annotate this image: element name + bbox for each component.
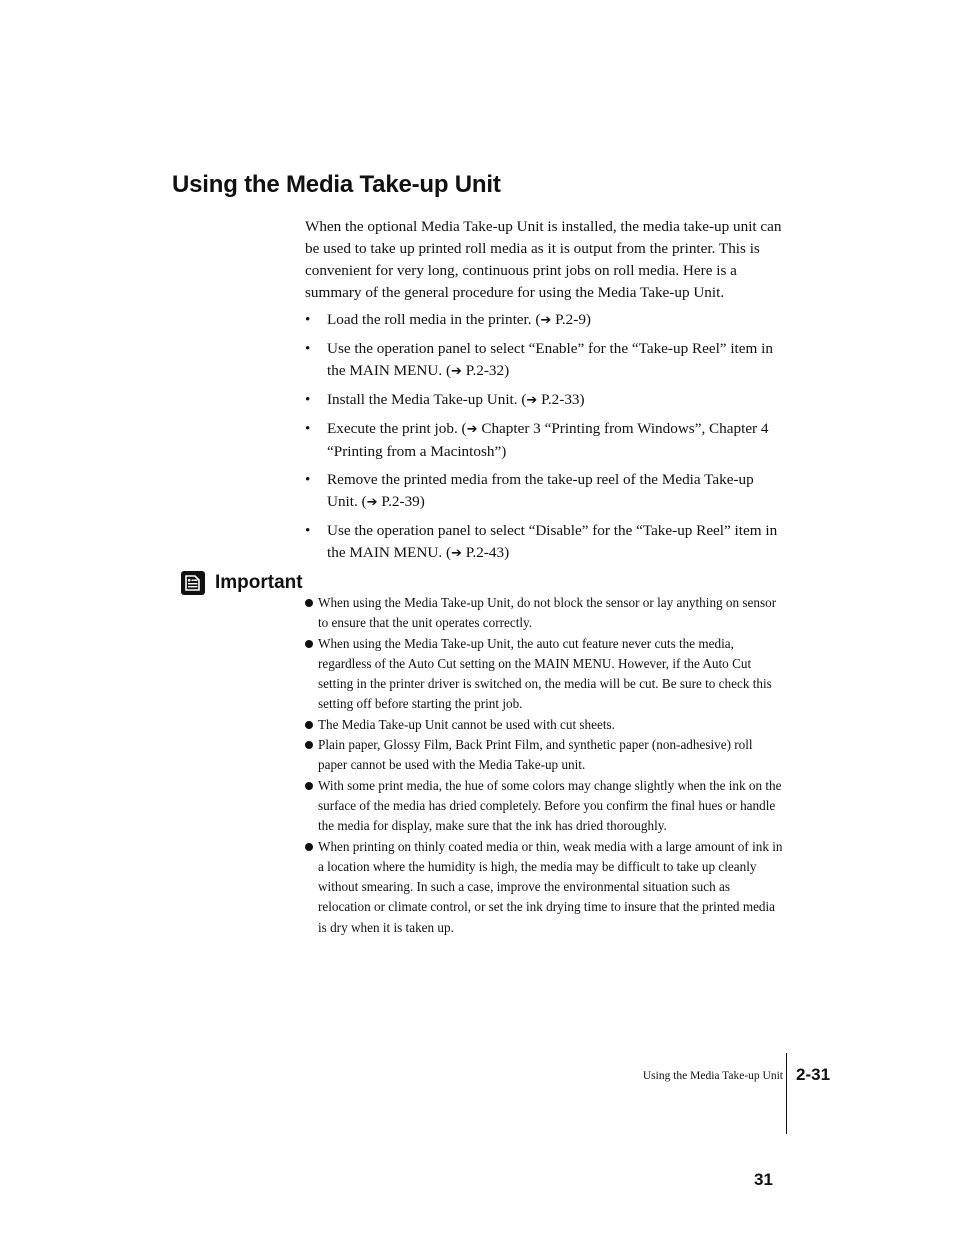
procedure-step: • Use the operation panel to select “Disable” for the “Take-up Reel” item in the MAIN MENU. (➔ P.2-43) [305,520,785,565]
important-note: With some print media, the hue of some colors may change slightly when the ink on the surface of the media has dried completely. Before you confirm the final hues or handle the media for display, make sure that the ink has dried thoroughly. [305,776,783,837]
arrow-right-icon: ➔ [540,313,552,328]
procedure-list [305,309,785,571]
important-notes [305,593,783,938]
page-number: 31 [754,1170,773,1189]
important-note: When printing on thinly coated media or thin, weak media with a large amount of ink in a location where the humidity is high, the media may be difficult to take up cleanly without smearing. In such a case, improve the environmental situation such as relocation or climate control, or set the ink drying time to insure that the printed media is dry when it is taken up. [305,837,783,938]
arrow-right-icon: ➔ [451,364,462,379]
important-label: Important [215,572,303,593]
arrow-right-icon: ➔ [366,495,378,510]
intro-paragraph: When the optional Media Take-up Unit is installed, the media take-up unit can be used to take up printed roll media as it is output from the printer. This is convenient for very long, continuous print jobs on roll media. Here is a summary of the general procedure for using the Media Take-up Unit. [305,218,782,301]
arrow-right-icon: ➔ [526,393,538,408]
footer-section-title: Using the Media Take-up Unit [642,1070,783,1082]
procedure-step: • Execute the print job. (➔ Chapter 3 “Printing from Windows”, Chapter 4 “Printing from a Macintosh”) [305,418,785,463]
important-note: The Media Take-up Unit cannot be used with cut sheets. [305,715,783,735]
important-note: When using the Media Take-up Unit, do not block the sensor or lay anything on sensor to ensure that the unit operates correctly. [305,593,783,634]
page-title: Using the Media Take-up Unit [172,171,501,198]
important-note: When using the Media Take-up Unit, the auto cut feature never cuts the media, regardless of the Auto Cut setting on the MAIN MENU. However, if the Auto Cut setting in the printer driver is switched on, the media will be cut. Be sure to check this setting off before starting the print job. [305,634,783,715]
procedure-step: • Install the Media Take-up Unit. (➔ P.2-33) [305,389,785,412]
footer-divider [786,1053,787,1134]
procedure-step: • Load the roll media in the printer. (➔ P.2-9) [305,309,785,332]
procedure-step: • Use the operation panel to select “Enable” for the “Take-up Reel” item in the MAIN MENU. (➔ P.2-32) [305,338,785,383]
procedure-step: • Remove the printed media from the take-up reel of the Media Take-up Unit. (➔ P.2-39) [305,469,785,514]
footer-page-ref: 2-31 [796,1065,831,1084]
important-notice-icon [181,571,205,595]
arrow-right-icon: ➔ [451,546,462,561]
arrow-right-icon: ➔ [466,422,478,437]
important-note: Plain paper, Glossy Film, Back Print Film, and synthetic paper (non-adhesive) roll paper cannot be used with the Media Take-up unit. [305,735,783,776]
important-heading [181,571,303,595]
